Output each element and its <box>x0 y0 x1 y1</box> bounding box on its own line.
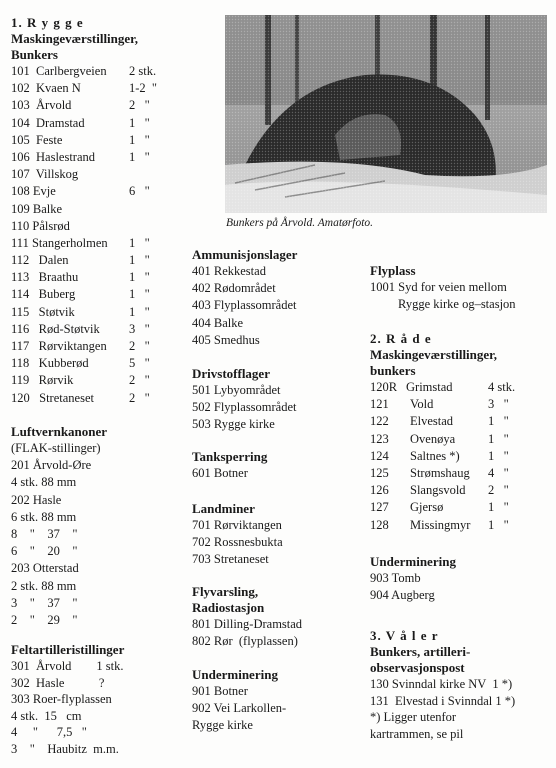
flyplass-line-1: 1001 Syd for veien mellom <box>370 280 507 294</box>
luftvern-section <box>11 424 196 629</box>
luftvern-heading: Luftvernkanoner <box>11 424 108 439</box>
rygge-row <box>11 235 196 252</box>
rygge-row-name: 111 Stangerholmen <box>11 235 108 250</box>
rygge-row-name: 117 Rørviktangen <box>11 339 107 353</box>
landminer-heading: Landminer <box>192 501 255 516</box>
valer-list <box>370 676 555 742</box>
rygge-row-qty: 1 " <box>129 132 150 147</box>
valer-subheading-2: observasjonspost <box>370 660 465 675</box>
drivstoff-heading: Drivstofflager <box>192 366 270 381</box>
underminering-line: 901 Botner <box>192 684 248 698</box>
rygge-row-name: 116 Rød-Støtvik <box>11 321 100 336</box>
rade-row <box>370 431 555 448</box>
flyplass-heading: Flyplass <box>370 263 416 278</box>
drivstoff-line: 502 Flyplassområdet <box>192 400 297 415</box>
rade-section <box>370 331 555 534</box>
rygge-row-qty: 1 " <box>129 304 150 319</box>
rygge-row-qty: 1 " <box>129 287 150 302</box>
rygge-row-qty: 1 " <box>129 253 150 268</box>
rade-row-number: 121 <box>370 397 389 412</box>
rade-row-name: Strømshaug <box>410 465 470 480</box>
rade-row-name: Ovenøya <box>410 431 456 446</box>
landminer-list <box>192 517 367 569</box>
flyvarsling-subheading: Radiostasjon <box>192 600 265 615</box>
rygge-row <box>11 321 196 338</box>
luftvern-line: (FLAK-stillinger) <box>11 441 101 455</box>
rygge-row <box>11 183 196 200</box>
luftvern-line: 3 " 37 " <box>11 595 78 610</box>
rade-row-name: Elvestad <box>410 414 454 429</box>
valer-heading: 3. V å l e r <box>370 628 439 643</box>
underminering-line: 903 Tomb <box>370 571 421 585</box>
rygge-row-qty: 1 " <box>129 270 150 285</box>
flyvarsling-line: 802 Rør (flyplassen) <box>192 634 298 649</box>
rygge-row-name: 102 Kvaen N <box>11 81 81 96</box>
rygge-row <box>11 304 196 321</box>
rygge-row-qty: 2 " <box>129 390 150 405</box>
rade-row-name: Missingmyr <box>410 517 471 532</box>
rygge-section <box>11 15 196 407</box>
underminering-line: 904 Augberg <box>370 588 435 603</box>
bunker-photo <box>225 15 547 213</box>
landminer-section <box>192 501 367 569</box>
rygge-row-qty: 2 " <box>129 373 150 388</box>
drivstoff-line: 503 Rygge kirke <box>192 417 275 432</box>
feltartilleri-line: 303 Roer-flyplassen <box>11 692 112 707</box>
rade-row-qty: 3 " <box>488 397 509 412</box>
rade-row-number: 123 <box>370 431 389 446</box>
photo-caption: Bunkers på Årvold. Amatørfoto. <box>226 217 374 229</box>
rygge-list <box>11 63 196 407</box>
rygge-row-name: 104 Dramstad <box>11 115 85 130</box>
ammunisjon-line: 404 Balke <box>192 315 244 330</box>
rygge-row-name: 119 Rørvik <box>11 373 74 388</box>
rade-row <box>370 517 555 534</box>
rade-row-qty: 4 " <box>488 465 509 480</box>
rade-heading: 2. R å d e <box>370 331 432 346</box>
rygge-row-name: 107 Villskog <box>11 167 79 182</box>
rade-row <box>370 482 555 499</box>
rade-row-name: Slangsvold <box>410 483 466 498</box>
rygge-subheading-2: Bunkers <box>11 47 58 62</box>
rade-row-qty: 1 " <box>488 517 509 532</box>
underminering-list-right <box>370 570 555 604</box>
rade-row-name: Grimstad <box>406 380 453 394</box>
luftvern-line: 2 stk. 88 mm <box>11 578 77 593</box>
underminering-heading-right: Underminering <box>370 554 456 569</box>
underminering-section-middle <box>192 667 367 735</box>
rade-row-number: 126 <box>370 483 389 498</box>
rade-row <box>370 379 555 396</box>
rygge-row <box>11 201 196 218</box>
rygge-row <box>11 80 196 97</box>
rade-list <box>370 379 555 534</box>
rade-row-number: 125 <box>370 465 389 480</box>
tank-heading: Tanksperring <box>192 449 268 464</box>
rygge-heading: 1. R y g g e <box>11 15 84 30</box>
feltartilleri-heading: Feltartilleristillinger <box>11 642 125 657</box>
underminering-list-middle <box>192 683 367 735</box>
ammunisjon-list <box>192 263 367 349</box>
feltartilleri-line: 302 Hasle ? <box>11 675 105 690</box>
rygge-row-name: 115 Støtvik <box>11 304 75 319</box>
luftvern-list <box>11 440 196 629</box>
drivstoff-line: 501 Lybyområdet <box>192 383 281 397</box>
drivstoff-list <box>192 382 367 434</box>
flyvarsling-line: 801 Dilling-Dramstad <box>192 617 303 631</box>
ammunisjon-line: 401 Rekkestad <box>192 264 266 278</box>
rygge-row-name: 106 Haslestrand <box>11 149 96 164</box>
rygge-row-name: 120 Stretaneset <box>11 390 94 405</box>
rygge-row <box>11 286 196 303</box>
feltartilleri-section <box>11 642 196 758</box>
flyplass-line-2: Rygge kirke og–stasjon <box>398 297 516 312</box>
rygge-row-name: 110 Pålsrød <box>11 218 70 233</box>
rade-subheading: Maskingeværstillinger, <box>370 347 497 362</box>
underminering-line: 902 Vei Larkollen- <box>192 701 287 716</box>
rade-row-number: 128 <box>370 517 389 532</box>
rygge-row-qty: 3 " <box>129 321 150 336</box>
rade-row-name: Saltnes *) <box>410 448 460 463</box>
luftvern-line: 6 " 20 " <box>11 544 78 559</box>
rade-row-number: 122 <box>370 414 389 429</box>
rade-subheading-2: bunkers <box>370 363 416 378</box>
ammunisjon-section <box>192 247 367 349</box>
rade-row-name: Vold <box>410 397 434 412</box>
rygge-row <box>11 355 196 372</box>
rygge-row-name: 112 Dalen <box>11 253 69 268</box>
feltartilleri-line: 3 " Haubitz m.m. <box>11 741 119 756</box>
rygge-row-name: 114 Buberg <box>11 287 76 302</box>
rygge-row-name: 118 Kubberød <box>11 356 89 371</box>
rygge-subheading: Maskingeværstillinger, <box>11 31 138 46</box>
valer-subheading: Bunkers, artilleri- <box>370 644 471 659</box>
rygge-row-qty: 2 " <box>129 339 150 353</box>
rygge-row-name: 109 Balke <box>11 201 63 216</box>
valer-section <box>370 628 555 742</box>
rade-row-qty: 1 " <box>488 500 509 515</box>
feltartilleri-line: 4 stk. 15 cm <box>11 708 82 723</box>
rygge-row-name: 105 Feste <box>11 132 63 147</box>
rygge-row <box>11 269 196 286</box>
landminer-line: 702 Rossnesbukta <box>192 535 283 550</box>
valer-line: 130 Svinndal kirke NV 1 *) <box>370 677 513 691</box>
landminer-line: 701 Rørviktangen <box>192 518 282 532</box>
rade-row-number: 127 <box>370 500 389 515</box>
rade-row-name: Gjersø <box>410 500 444 515</box>
rygge-row-qty: 1 " <box>129 149 150 164</box>
underminering-heading-middle: Underminering <box>192 667 278 682</box>
flyplass-section <box>370 263 555 313</box>
ammunisjon-heading: Ammunisjonslager <box>192 247 298 262</box>
luftvern-line: 6 stk. 88 mm <box>11 509 77 524</box>
underminering-line: Rygge kirke <box>192 718 253 733</box>
ammunisjon-line: 403 Flyplassområdet <box>192 298 297 313</box>
rygge-row-name: 113 Braathu <box>11 270 79 285</box>
rygge-row <box>11 166 196 183</box>
rade-row-qty: 2 " <box>488 483 509 498</box>
tank-list <box>192 465 367 482</box>
rygge-row <box>11 63 196 80</box>
rade-row-qty: 1 " <box>488 414 509 429</box>
rygge-row-qty: 5 " <box>129 356 150 371</box>
luftvern-line: 203 Otterstad <box>11 561 79 576</box>
rade-row <box>370 499 555 516</box>
rygge-row-name: 108 Evje <box>11 184 56 199</box>
rygge-row-qty: 1-2 " <box>129 81 158 96</box>
rygge-row <box>11 149 196 166</box>
luftvern-line: 8 " 37 " <box>11 526 78 541</box>
rygge-row <box>11 132 196 149</box>
rade-row-number: 124 <box>370 448 389 463</box>
rygge-row-qty: 6 " <box>129 184 150 199</box>
rade-row <box>370 448 555 465</box>
rygge-row-qty: 2 " <box>129 98 150 113</box>
rygge-row-name: 103 Årvold <box>11 98 72 113</box>
rade-row-qty: 1 " <box>488 431 509 446</box>
bunker-photo-image <box>225 15 547 213</box>
flyvarsling-list <box>192 616 367 650</box>
drivstoff-section <box>192 366 367 434</box>
rade-row <box>370 396 555 413</box>
rygge-row <box>11 115 196 132</box>
valer-line: 131 Elvestad i Svinndal 1 *) <box>370 693 516 708</box>
rygge-row-name: 101 Carlbergveien <box>11 64 107 78</box>
rygge-row-qty: 2 stk. <box>129 64 157 78</box>
flyvarsling-heading: Flyvarsling, <box>192 584 259 599</box>
flyvarsling-section <box>192 584 367 650</box>
rade-row <box>370 465 555 482</box>
tank-section <box>192 449 367 482</box>
rygge-row-qty: 1 " <box>129 115 150 130</box>
rygge-row <box>11 97 196 114</box>
luftvern-line: 2 " 29 " <box>11 612 78 627</box>
ammunisjon-line: 402 Rødområdet <box>192 281 276 296</box>
feltartilleri-line: 301 Årvold 1 stk. <box>11 659 124 673</box>
luftvern-line: 202 Hasle <box>11 492 62 507</box>
rade-row-number: 120R <box>370 380 398 394</box>
luftvern-line: 201 Årvold-Øre <box>11 458 92 473</box>
tank-line: 601 Botner <box>192 466 248 480</box>
rygge-row <box>11 372 196 389</box>
rade-row-qty: 1 " <box>488 448 509 463</box>
rygge-row <box>11 252 196 269</box>
luftvern-line: 4 stk. 88 mm <box>11 475 77 490</box>
rygge-row-qty: 1 " <box>129 235 150 250</box>
feltartilleri-line: 4 " 7,5 " <box>11 725 87 740</box>
feltartilleri-list <box>11 658 196 758</box>
valer-line: kartrammen, se pil <box>370 726 464 741</box>
rygge-row <box>11 338 196 355</box>
rygge-row <box>11 218 196 235</box>
rygge-row <box>11 390 196 407</box>
rade-row-qty: 4 stk. <box>488 380 516 394</box>
ammunisjon-line: 405 Smedhus <box>192 332 260 347</box>
underminering-section-right <box>370 554 555 604</box>
rade-row <box>370 413 555 430</box>
landminer-line: 703 Stretaneset <box>192 552 269 567</box>
valer-line: *) Ligger utenfor <box>370 710 457 725</box>
